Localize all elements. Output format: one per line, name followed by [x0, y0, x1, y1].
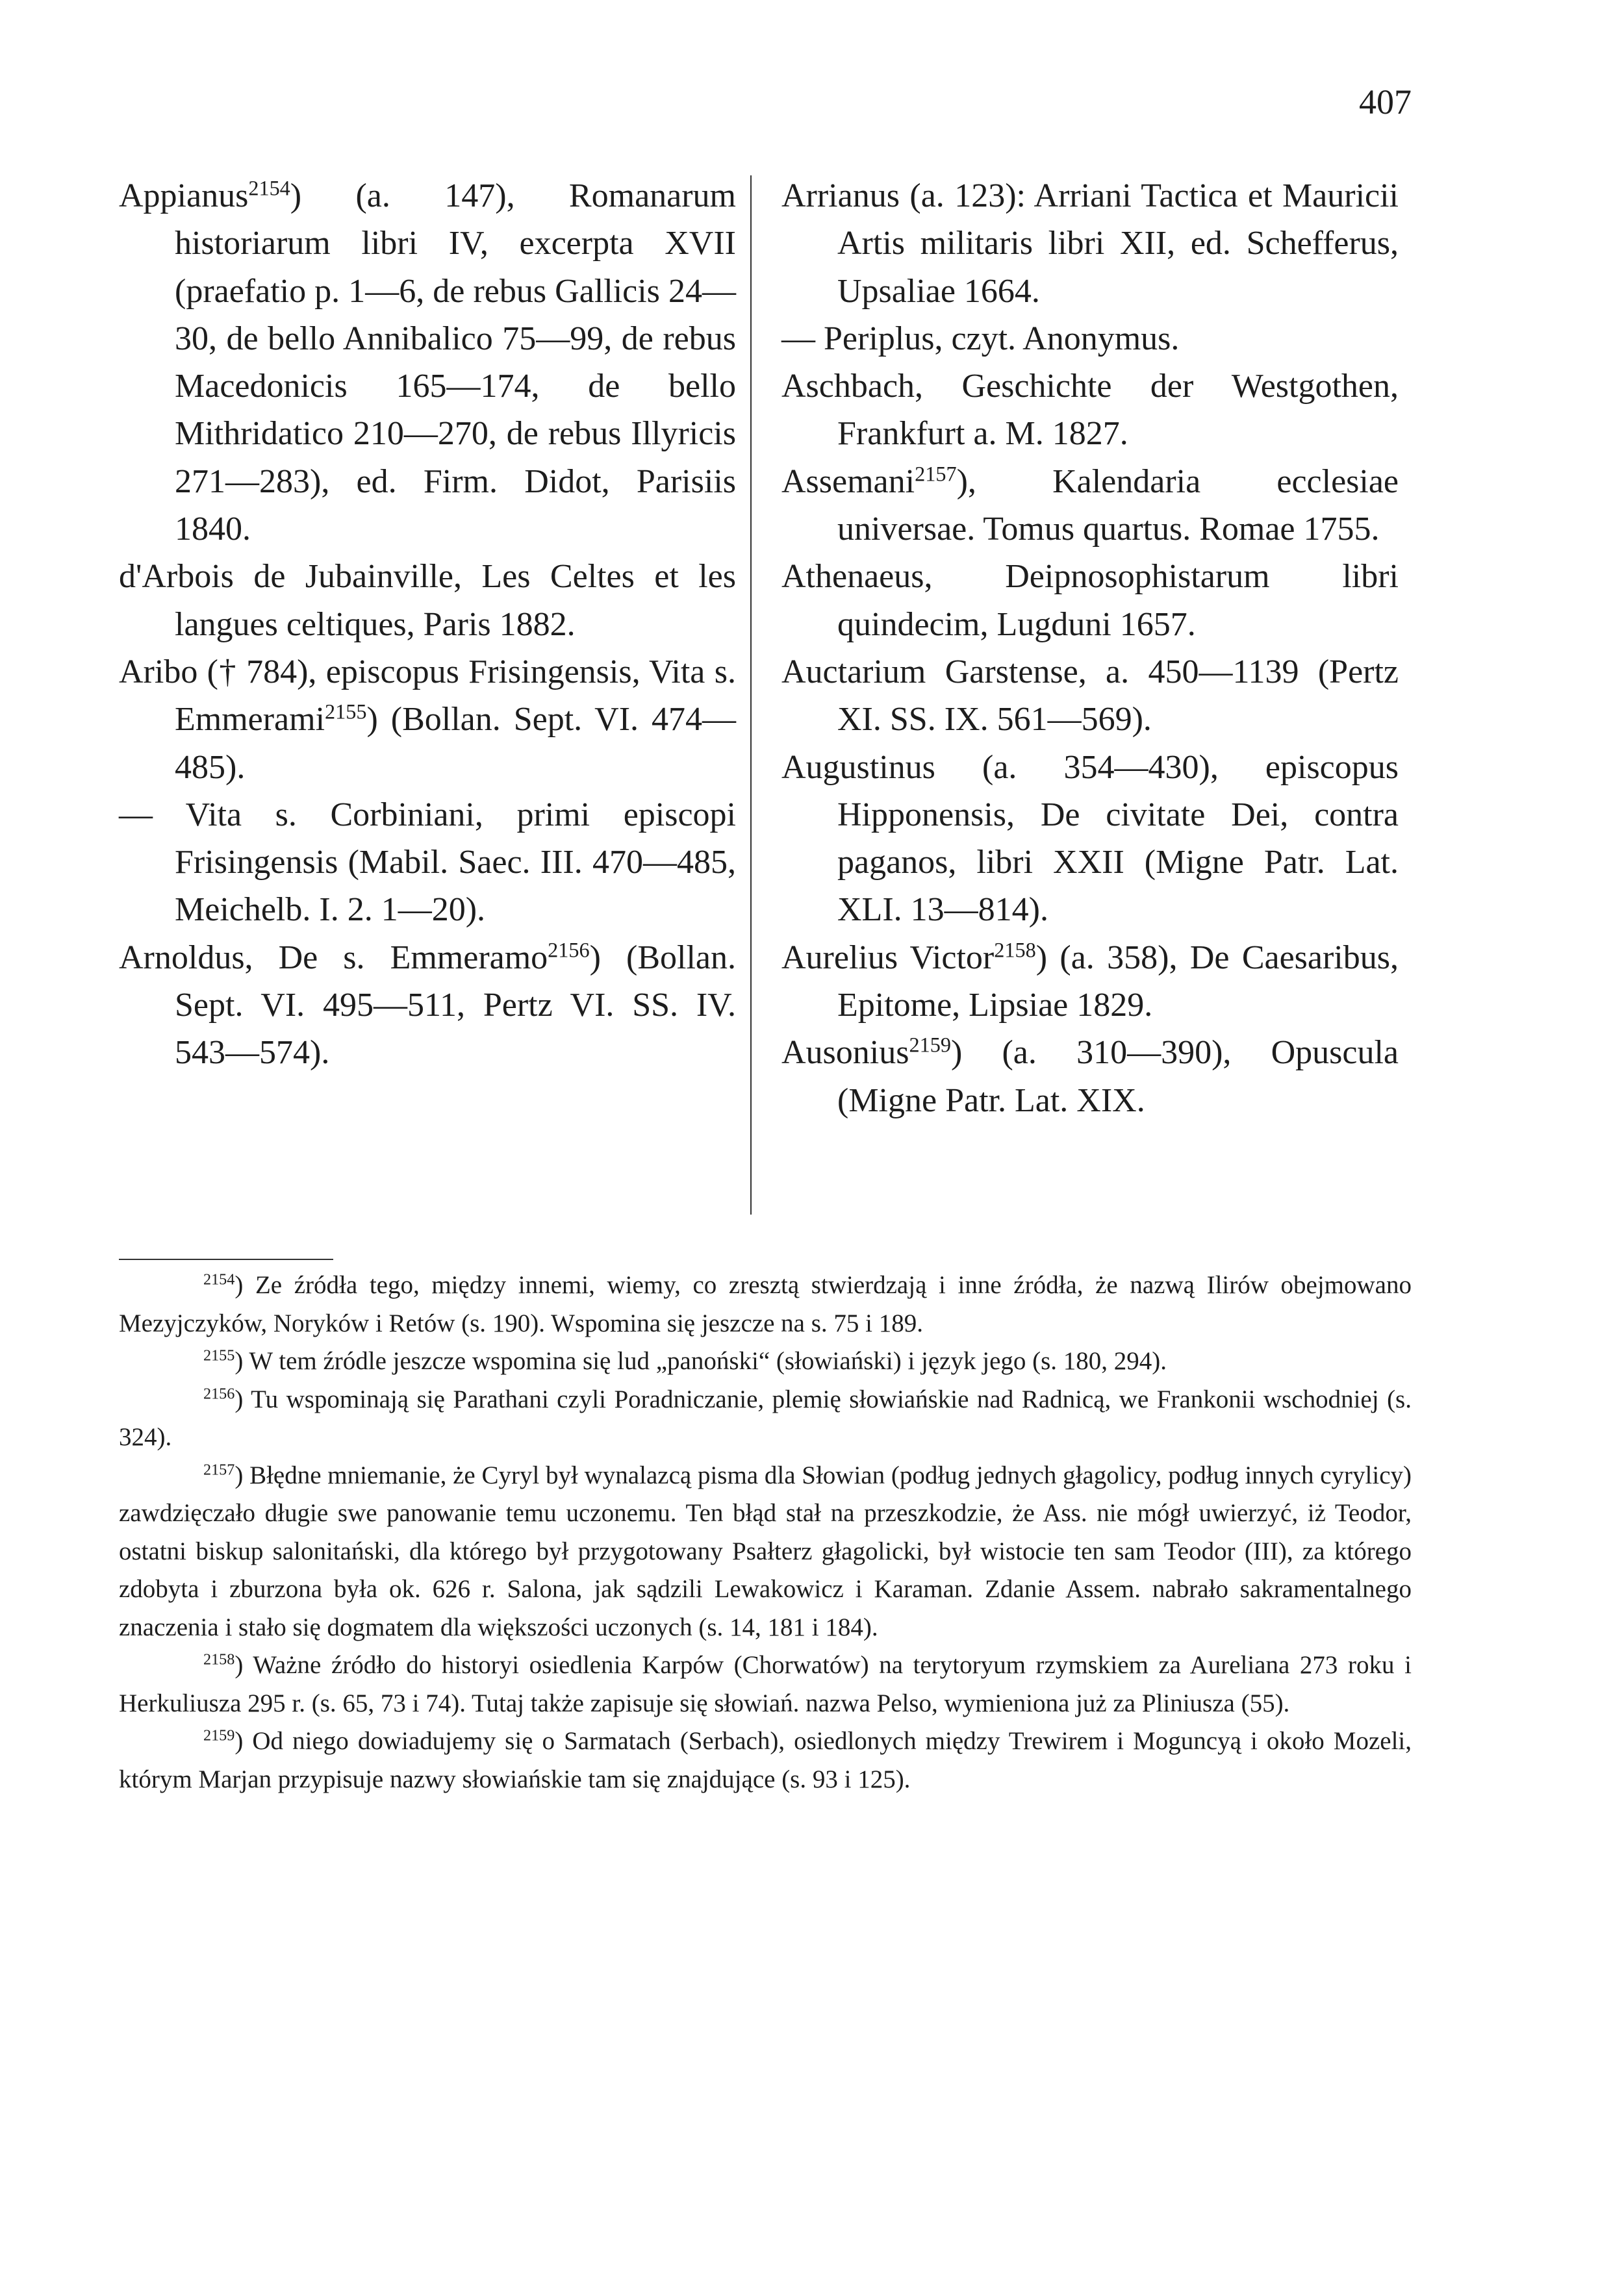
bibliography-entry	[119, 172, 736, 553]
entry-text: ) (a. 358), De Caesaribus, Epitome, Lipsiae 1829.	[837, 939, 1399, 1024]
footnote-number: 2154	[203, 1270, 235, 1289]
footnotes	[119, 1267, 1412, 1798]
page-number: 407	[1359, 82, 1412, 121]
bibliography-entry	[781, 1029, 1399, 1124]
entry-text: ) (a. 310—390), Opuscula (Migne Patr. Lat. XIX.	[837, 1034, 1399, 1119]
footnote	[119, 1267, 1412, 1343]
footnote-ref: 2156	[548, 938, 590, 962]
entry-head: Aurelius Victor	[781, 939, 995, 976]
bibliography-entry	[781, 315, 1399, 362]
bibliography-entry	[119, 648, 736, 791]
footnote-number: 2157	[203, 1461, 235, 1479]
entry-head: — Vita s. Corbiniani, primi episcopi Frisingensis (Mabil. Saec. III. 470—485, Meichelb. I. 2. 1—20).	[119, 796, 736, 929]
footnote-text: ) Ważne źródło do historyi osiedlenia Karpów (Chorwatów) na terytoryum rzymskiem za Aureliana 273 roku i Herkuliusza 295 r. (s. 65, 73 i 74). Tutaj także zapisuje się słowiań. nazwa Pelso, wymieniona już za Pliniusza (55).	[119, 1651, 1412, 1717]
footnote	[119, 1646, 1412, 1722]
footnote-ref: 2158	[994, 938, 1036, 962]
footnote-number: 2158	[203, 1650, 235, 1669]
footnote-ref: 2159	[909, 1033, 951, 1057]
bibliography-entry	[781, 934, 1399, 1029]
entry-text: ) (Bollan. Sept. VI. 495—511, Pertz VI. SS. IV. 543—574).	[175, 939, 736, 1072]
entry-head: Athenaeus, Deipnosophistarum libri quindecim, Lugduni 1657.	[781, 558, 1399, 643]
footnote-number: 2155	[203, 1346, 235, 1365]
bibliography-entry	[119, 791, 736, 934]
footnote-text: ) Błędne mniemanie, że Cyryl był wynalazcą pisma dla Słowian (podług jednych głagolicy, podług innych cyrylicy) zawdzięczało długie swe panowanie temu uczonemu. Ten błąd stał na przeszkodzie, że Ass. nie mógł uwierzyć, iż Teodor, ostatni biskup salonitański, dla którego był przygotowany Psałterz głagolicki, był wistocie ten sam Teodor (III), za którego zdobyta i zburzona była ok. 626 r. Salona, jak sądzili Lewakowicz i Karaman. Zdanie Assem. nabrało sakramentalnego znaczenia i stało się dogmatem dla większości uczonych (s. 14, 181 i 184).	[119, 1461, 1412, 1641]
footnote-text: ) Tu wspominają się Parathani czyli Poradniczanie, plemię słowiańskie nad Radnicą, we Frankonii wschodniej (s. 324).	[119, 1385, 1412, 1451]
bibliography-entry	[119, 553, 736, 648]
footnote	[119, 1381, 1412, 1457]
column-divider	[750, 175, 752, 1215]
entry-head: Arrianus (a. 123): Arriani Tactica et Mauricii Artis militaris libri XII, ed. Schefferus, Upsaliae 1664.	[781, 177, 1399, 310]
footnote-number: 2159	[203, 1726, 235, 1745]
entry-head: Arnoldus, De s. Emmeramo	[119, 939, 548, 976]
footnote	[119, 1343, 1412, 1381]
entry-text: ), Kalendaria ecclesiae universae. Tomus quartus. Romae 1755.	[837, 462, 1399, 548]
entry-head: Augustinus (a. 354—430), episcopus Hipponensis, De civitate Dei, contra paganos, libri XXII (Migne Patr. Lat. XLI. 13—814).	[781, 748, 1399, 929]
bibliography-entry	[781, 172, 1399, 315]
bibliography-entry	[781, 744, 1399, 934]
bibliography-entry	[781, 362, 1399, 458]
footnote-number: 2156	[203, 1385, 235, 1403]
bibliography-entry	[119, 934, 736, 1077]
footnote-text: ) Od niego dowiadujemy się o Sarmatach (Serbach), osiedlonych między Trewirem i Moguncyą i około Mozeli, którym Marjan przypisuje nazwy słowiańskie tam się znajdujące (s. 93 i 125).	[119, 1727, 1412, 1793]
footnote-separator	[119, 1259, 333, 1260]
footnote	[119, 1722, 1412, 1798]
entry-text: ) (a. 147), Romanarum historiarum libri IV, excerpta XVII (praefatio p. 1—6, de rebus Gallicis 24—30, de bello Annibalico 75—99, de rebus Macedonicis 165—174, de bello Mithridatico 210—270, de rebus Illyricis 271—283), ed. Firm. Didot, Parisiis 1840.	[175, 177, 736, 548]
footnote-ref: 2157	[915, 462, 957, 486]
bibliography-entry	[781, 458, 1399, 553]
right-column	[781, 172, 1399, 1124]
bibliography-entry	[781, 648, 1399, 744]
entry-head: — Periplus, czyt. Anonymus.	[781, 320, 1180, 357]
entry-head: Aribo († 784), episcopus Frisingensis, Vita s. Emmerami	[119, 653, 736, 738]
entry-head: Auctarium Garstense, a. 450—1139 (Pertz XI. SS. IX. 561—569).	[781, 653, 1399, 738]
left-column	[119, 172, 736, 1077]
entry-head: Assemani	[781, 462, 915, 500]
footnote-ref: 2154	[248, 176, 290, 200]
footnote-ref: 2155	[325, 700, 367, 724]
footnote-text: ) W tem źródle jeszcze wspomina się lud „panoński“ (słowiański) i język jego (s. 180, 294).	[235, 1347, 1167, 1375]
footnote	[119, 1457, 1412, 1647]
entry-text: ) (Bollan. Sept. VI. 474—485).	[175, 701, 736, 786]
entry-head: Appianus	[119, 177, 249, 214]
entry-head: Aschbach, Geschichte der Westgothen, Frankfurt a. M. 1827.	[781, 368, 1399, 453]
entry-head: Ausonius	[781, 1034, 909, 1072]
bibliography-entry	[781, 553, 1399, 648]
entry-head: d'Arbois de Jubainville, Les Celtes et les langues celtiques, Paris 1882.	[119, 558, 736, 643]
footnote-text: ) Ze źródła tego, między innemi, wiemy, co zresztą stwierdzają i inne źródła, że nazwą Ilirów obejmowano Mezyjczyków, Noryków i Retów (s. 190). Wspomina się jeszcze na s. 75 i 189.	[119, 1271, 1412, 1337]
